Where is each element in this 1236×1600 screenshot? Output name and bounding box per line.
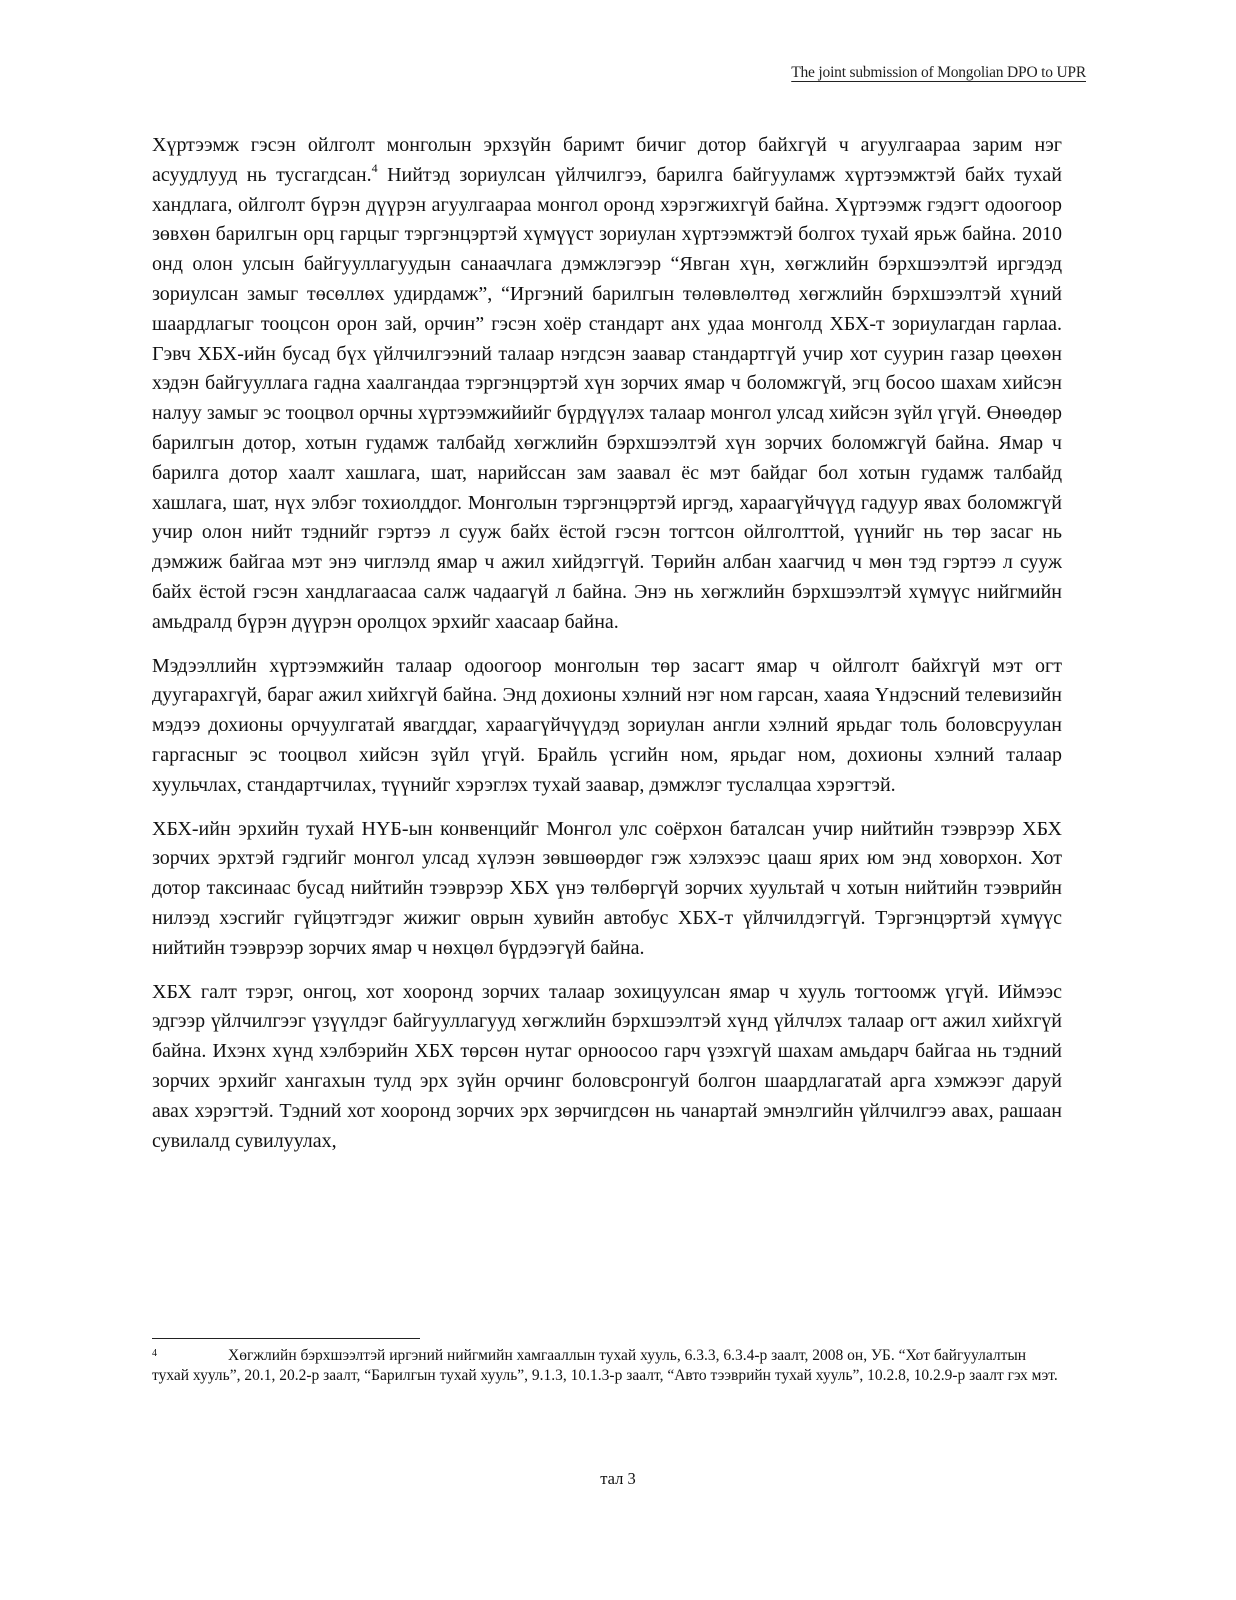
footnote-number: 4 — [152, 1348, 157, 1359]
footnote — [152, 1346, 1062, 1386]
footnote-reference[interactable]: 4 — [371, 161, 378, 176]
paragraph-accessibility — [152, 131, 1062, 638]
paragraph-information-access: Мэдээллийн хүртээмжийн талаар одоогоор монголын төр засагт ямар ч ойлголт байхгүй мэт огт дуугарахгүй, бараг ажил хийхгүй байна. Энд дохионы хэлний нэг ном гарсан, хааяа Үндэсний телевизийн мэдээ дохионы орчуулгатай явагддаг, хараагүйчүүдэд зориулан англи хэлний ярьдаг толь боловсруулан гаргасныг эс тооцвол хийсэн зүйл үгүй. Брайль үсгийн ном, ярьдаг ном, дохионы хэлний талаар хуульчлах, стандартчилах, түүнийг хэрэглэх тухай заавар, дэмжлэг туслалцаа хэрэгтэй. — [152, 654, 1062, 796]
paragraph-text: Хүртээмж гэсэн ойлголт монголын эрхзүйн баримт бичиг дотор байхгүй ч агуулгаараа зарим нэг асуудлууд нь тусгагдсан. — [152, 134, 1062, 186]
running-header: The joint submission of Mongolian DPO to UPR — [791, 64, 1086, 81]
paragraph-public-transport: ХБХ-ийн эрхийн тухай НҮБ-ын конвенцийг Монгол улс соёрхон баталсан учир нийтийн тээврээр ХБХ зорчих эрхтэй гэдгийг монгол улсад хүлээн зөвшөөрдөг гэж хэлэхээс цааш ярих юм энд ховорхон. Хот дотор таксинаас бусад нийтийн тээврээр ХБХ үнэ төлбөргүй зорчих хуультай ч хотын нийтийн тээврийн нилээд хэсгийг гүйцэтгэдэг жижиг оврын хувийн автобус ХБХ-т үйлчилдэггүй. Тэргэнцэртэй хүмүүс нийтийн тээврээр зорчих ямар ч нөхцөл бүрдээгүй байна. — [152, 817, 1062, 959]
footnote-separator — [152, 1338, 420, 1339]
footnote-text: Хөгжлийн бэрхшээлтэй иргэний нийгмийн хамгааллын тухай хууль, 6.3.3, 6.3.4-р заалт, 2008 он, УБ. “Хот байгуулалтын тухай хууль”, 20.1, 20.2-р заалт, “Барилгын тухай хууль”, 9.1.3, 10.1.3-р заалт, “Авто тээврийн тухай хууль”, 10.2.8, 10.2.9-р заалт гэх мэт. — [152, 1347, 1058, 1384]
paragraph-intercity-travel: ХБХ галт тэрэг, онгоц, хот хооронд зорчих талаар зохицуулсан ямар ч хууль тогтоомж үгүй. Иймээс эдгээр үйлчилгээг үзүүлдэг байгууллагууд хөгжлийн бэрхшээлтэй хүнд үйлчлэх талаар огт ажил хийхгүй байна. Ихэнх хүнд хэлбэрийн ХБХ төрсөн нутаг орноосоо гарч үзэхгүй шахам амьдарч байгаа нь тэдний зорчих эрхийг хангахын тулд эрх зүйн орчинг боловсронгуй болгон шаардлагатай арга хэмжээг даруй авах хэрэгтэй. Тэдний хот хооронд зорчих эрх зөрчигдсөн нь чанартай эмнэлгийн үйлчилгээ авах, рашаан сувилалд сувилуулах, — [152, 980, 1062, 1152]
page-number: тал 3 — [600, 1469, 636, 1488]
paragraph-text: Нийтэд зориулсан үйлчилгээ, барилга байгууламж хүртээмжтэй байх тухай хандлага, ойлголт бүрэн дүүрэн агуулгаараа монгол оронд хэрэгжихгүй байна. Хүртээмж гэдэгт одоогоор зөвхөн барилгын орц гарцыг тэргэнцэртэй хүмүүст зориулан хүртээмжтэй болгох тухай ярьж байна. 2010 онд олон улсын байгууллагуудын санаачлага дэмжлэгээр “Явган хүн, хөгжлийн бэрхшээлтэй иргэдэд зориулсан замыг төсөллөх удирдамж”, “Иргэний барилгын төлөвлөлтөд хөгжлийн бэрхшээлтэй хүний шаардлагыг тооцсон орон зай, орчин” гэсэн хоёр стандарт анх удаа монголд ХБХ-т зориулагдан гарлаа. Гэвч ХБХ-ийн бусад бүх үйлчилгээний талаар нэгдсэн заавар стандартгүй учир хот суурин газар цөөхөн хэдэн байгууллага гадна хаалгандаа тэргэнцэртэй хүн зорчих ямар ч боломжгүй, эгц босоо шахам хийсэн налуу замыг эс тооцвол орчны хүртээмжийийг бүрдүүлэх талаар монгол улсад хийсэн зүйл үгүй. Өнөөдөр барилгын дотор, хотын гудамж талбайд хөгжлийн бэрхшээлтэй хүн зорчих боломжгүй байна. Ямар ч барилга дотор хаалт хашлага, шат, нарийссан зам заавал ёс мэт байдаг бол хотын гудамж талбайд хашлага, шат, нүх элбэг тохиолддог. Монголын тэргэнцэртэй иргэд, хараагүйчүүд гадуур явах боломжгүй учир олон нийт тэднийг гэртээ л сууж байх ёстой гэсэн тогтсон ойлголттой, үүнийг нь төр засаг нь дэмжиж байгаа мэт энэ чиглэлд ямар ч ажил хийдэггүй. Төрийн албан хаагчид ч мөн тэд гэртээ л сууж байх ёстой гэсэн хандлагаасаа салж чадаагүй л байна. Энэ нь хөгжлийн бэрхшээлтэй хүмүүс нийгмийн амьдралд бүрэн дүүрэн оролцох эрхийг хаасаар байна. — [152, 163, 1062, 633]
document-body — [152, 131, 1062, 1170]
